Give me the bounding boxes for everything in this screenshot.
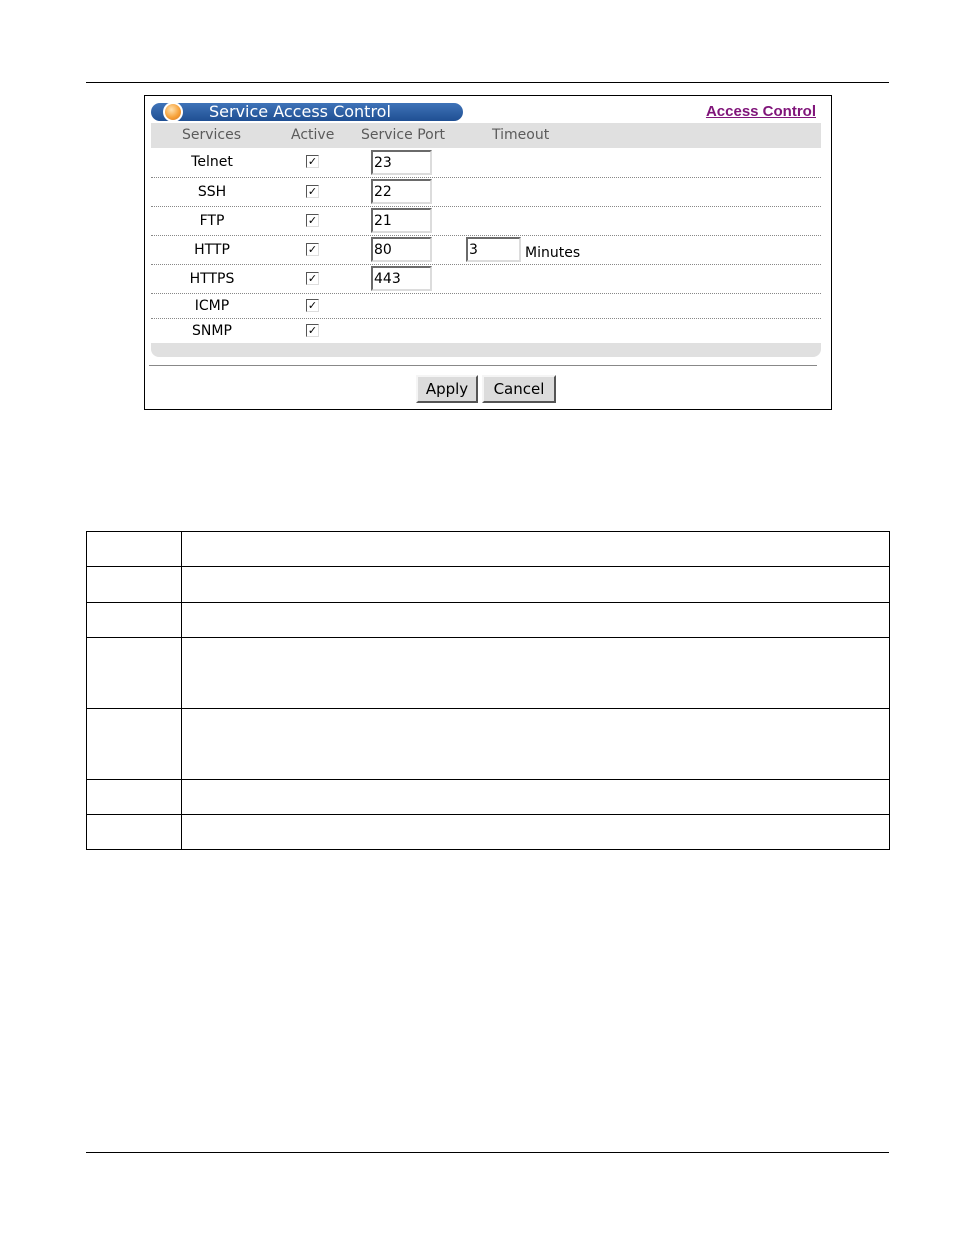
table-row — [87, 780, 890, 815]
service-name: FTP — [199, 213, 225, 229]
table-row — [87, 567, 890, 603]
port-input-telnet[interactable] — [371, 150, 432, 175]
active-checkbox-http[interactable]: ✓ — [307, 243, 318, 256]
service-name: ICMP — [194, 298, 230, 314]
table-row-telnet — [151, 148, 821, 178]
apply-button[interactable]: Apply — [416, 375, 478, 403]
service-access-control-panel — [144, 95, 832, 410]
header-service-port: Service Port — [361, 127, 445, 143]
table-row — [87, 532, 890, 567]
service-name: Telnet — [191, 154, 233, 170]
active-checkbox-ftp[interactable]: ✓ — [307, 214, 318, 227]
service-name: SNMP — [192, 323, 232, 339]
timeout-input-http[interactable] — [466, 237, 521, 262]
table-row-ssh — [151, 178, 821, 207]
port-input-ftp[interactable] — [371, 208, 432, 233]
table-row-snmp — [151, 319, 821, 343]
top-rule — [86, 82, 889, 83]
panel-title: Service Access Control — [209, 102, 391, 121]
port-input-http[interactable] — [371, 237, 432, 262]
timeout-unit: Minutes — [525, 245, 581, 261]
table-row-icmp — [151, 294, 821, 319]
active-checkbox-icmp[interactable]: ✓ — [307, 299, 318, 312]
active-checkbox-ssh[interactable]: ✓ — [307, 185, 318, 198]
table-row-https — [151, 265, 821, 294]
orb-icon — [165, 104, 181, 120]
active-checkbox-snmp[interactable]: ✓ — [307, 324, 318, 337]
table-row — [87, 603, 890, 638]
title-bar — [151, 103, 463, 121]
header-services: Services — [182, 127, 242, 143]
bottom-rule — [86, 1152, 889, 1153]
access-control-link[interactable]: Access Control — [705, 103, 816, 120]
service-name: SSH — [197, 184, 227, 200]
table-row — [87, 709, 890, 780]
port-input-ssh[interactable] — [371, 179, 432, 204]
cancel-button[interactable]: Cancel — [482, 375, 556, 403]
service-name: HTTPS — [189, 271, 235, 287]
active-checkbox-https[interactable]: ✓ — [307, 272, 318, 285]
table-row — [87, 815, 890, 850]
description-table — [86, 531, 890, 850]
service-name: HTTP — [194, 242, 230, 258]
table-row — [87, 638, 890, 709]
table-row-http — [151, 236, 821, 265]
port-input-https[interactable] — [371, 266, 432, 291]
active-checkbox-telnet[interactable]: ✓ — [307, 155, 318, 168]
table-row-ftp — [151, 207, 821, 236]
divider — [149, 365, 817, 366]
header-timeout: Timeout — [492, 127, 550, 143]
header-active: Active — [291, 127, 335, 143]
